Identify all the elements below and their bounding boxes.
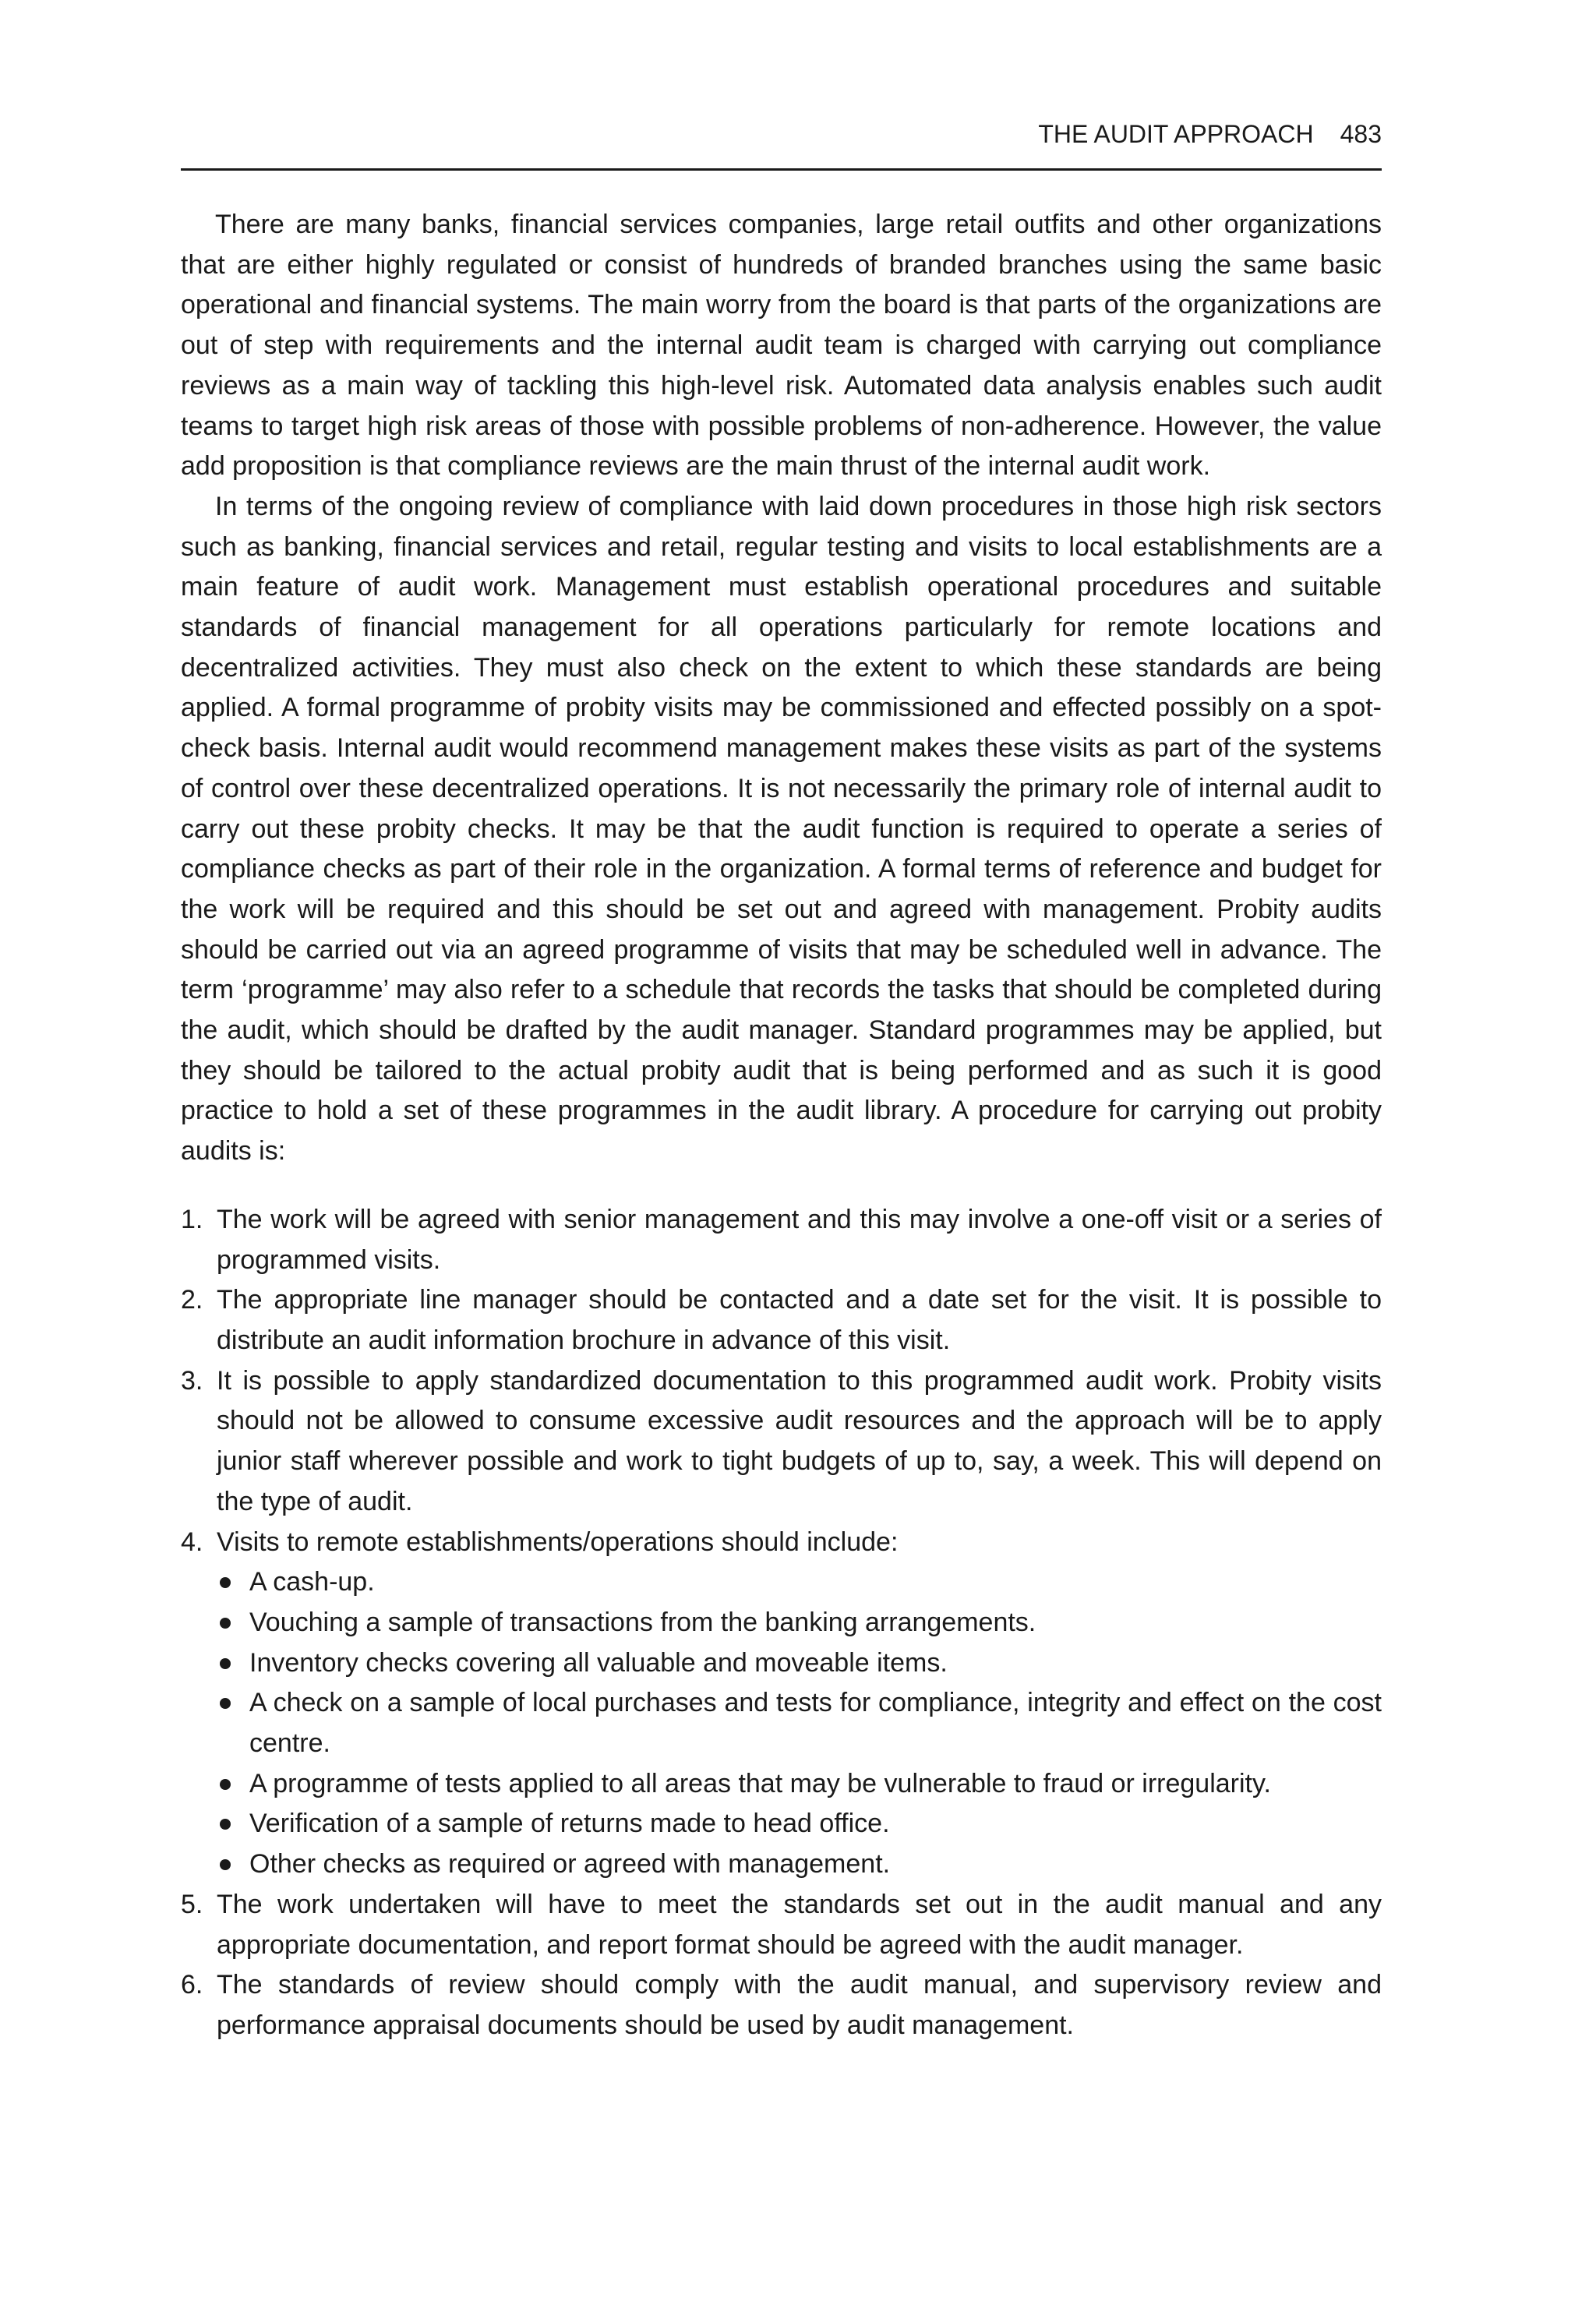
step-number: 3. — [181, 1365, 203, 1396]
bullet-icon — [220, 1819, 231, 1830]
bullet-item — [217, 1804, 1382, 1844]
step-number: 6. — [181, 1970, 203, 2000]
procedure-step — [181, 1523, 1382, 1885]
body-paragraph: There are many banks, financial services companies, large retail outfits and other organizations that are either highly regulated or consist of hundreds of branded branches using the same basic operational and financial systems. The main worry from the board is that parts of the organizations are out of step with requirements and the internal audit team is charged with carrying out compliance reviews as a main way of tackling this high-level risk. Automated data analysis enables such audit teams to target high risk areas of those with possible problems of non-adherence. However, the value add proposition is that compliance reviews are the main thrust of the internal audit work. — [181, 210, 1382, 482]
procedure-step — [181, 1361, 1382, 1523]
bullet-text: Inventory checks covering all valuable and moveable items. — [249, 1647, 948, 1678]
procedure-list — [181, 1200, 1382, 2046]
body-paragraph: In terms of the ongoing review of compliance with laid down procedures in those high risk sectors such as banking, financial services and retail, regular testing and visits to local establishments are a main feature of audit work. Management must establish operational procedures and suitable standards of financial management for all operations particularly for remote locations and decentralized activities. They must also check on the extent to which these standards are being applied. A formal programme of probity visits may be commissioned and effected possibly on a spot-check basis. Internal audit would recommend management makes these visits as part of the systems of control over these decentralized operations. It is not necessarily the primary role of internal audit to carry out these probity checks. It may be that the audit function is required to operate a series of compliance checks as part of their role in the organization. A formal terms of reference and budget for the work will be required and this should be set out and agreed with management. Probity audits should be carried out via an agreed programme of visits that may be scheduled well in advance. The term ‘programme’ may also refer to a schedule that records the tasks that should be completed during the audit, which should be drafted by the audit manager. Standard programmes may be applied, but they should be tailored to the actual probity audit that is being performed and as such it is good practice to hold a set of these programmes in the audit library. A procedure for carrying out probity audits is: — [181, 491, 1382, 1167]
bullet-item — [217, 1683, 1382, 1763]
bullet-icon — [220, 1698, 231, 1709]
running-head — [181, 118, 1382, 171]
bullet-text: A check on a sample of local purchases and tests for compliance, integrity and effect on the cost centre. — [249, 1688, 1382, 1759]
step-text: It is possible to apply standardized documentation to this programmed audit work. Probity visits should not be allowed to consume excessive audit resources and the approach will be to apply junior staff wherever possible and work to tight budgets of up to, say, a week. This will depend on the type of audit. — [217, 1365, 1382, 1516]
bullet-text: Other checks as required or agreed with management. — [249, 1849, 891, 1880]
bullet-text: A programme of tests applied to all areas that may be vulnerable to fraud or irregularity. — [249, 1768, 1271, 1798]
procedure-step — [181, 1965, 1382, 2045]
step-number: 5. — [181, 1889, 203, 1919]
bullet-text: A cash-up. — [249, 1567, 375, 1597]
procedure-step — [181, 1885, 1382, 1965]
bullet-icon — [220, 1658, 231, 1669]
bullet-item — [217, 1844, 1382, 1885]
running-head-title: THE AUDIT APPROACH — [1038, 120, 1314, 148]
step-text: Visits to remote establishments/operations should include: — [217, 1527, 899, 1557]
step-text: The work will be agreed with senior management and this may involve a one-off visit or a series of programmed visits. — [217, 1204, 1382, 1275]
page-body — [181, 205, 1382, 2046]
step-text: The appropriate line manager should be contacted and a date set for the visit. It is possible to distribute an audit information brochure in advance of this visit. — [217, 1285, 1382, 1355]
visit-checks-list — [217, 1562, 1382, 1885]
procedure-step — [181, 1200, 1382, 1280]
bullet-icon — [220, 1577, 231, 1588]
page-number: 483 — [1340, 120, 1382, 148]
bullet-text: Vouching a sample of transactions from the banking arrangements. — [249, 1607, 1036, 1637]
step-text: The work undertaken will have to meet the standards set out in the audit manual and any appropriate documentation, and report format should be agreed with the audit manager. — [217, 1889, 1382, 1960]
step-text: The standards of review should comply with the audit manual, and supervisory review and performance appraisal documents should be used by audit management. — [217, 1970, 1382, 2040]
bullet-item — [217, 1562, 1382, 1603]
bullet-icon — [220, 1618, 231, 1629]
procedure-step — [181, 1280, 1382, 1361]
bullet-item — [217, 1643, 1382, 1684]
step-number: 1. — [181, 1204, 203, 1234]
bullet-item — [217, 1603, 1382, 1643]
step-number: 4. — [181, 1527, 203, 1557]
bullet-icon — [220, 1859, 231, 1870]
bullet-text: Verification of a sample of returns made to head office. — [249, 1809, 890, 1839]
step-number: 2. — [181, 1285, 203, 1315]
bullet-icon — [220, 1779, 231, 1790]
bullet-item — [217, 1764, 1382, 1805]
